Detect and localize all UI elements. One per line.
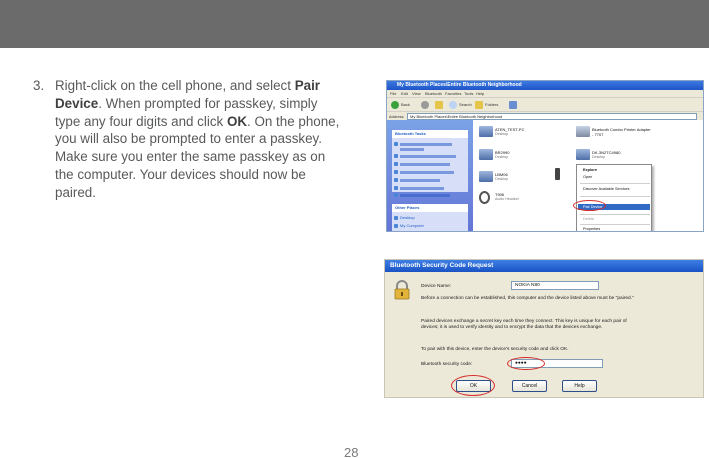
- pairing-paragraph-2: Paired devices exchange a secret key each time they connect. This key is unique for each pair of devices; it is used to verify identity and to encrypt the data that the devices exchange.: [421, 319, 627, 330]
- device-name: BR2990: [495, 150, 510, 155]
- device-type: Desktop: [495, 132, 509, 136]
- address-label: Address: [389, 114, 404, 119]
- folders-button-label[interactable]: Folders: [485, 102, 499, 107]
- step-text-part-3: . On the phone, you will also be prompted to enter a passkey. Make sure you enter the same passkey as on the computer. Your devices should now be paired.: [55, 113, 340, 200]
- ok-button[interactable]: OK: [456, 380, 491, 392]
- pair-device-highlight-ring: [573, 200, 606, 211]
- task-icon: [394, 186, 398, 190]
- other-place-desktop[interactable]: Desktop: [400, 215, 415, 220]
- task-link[interactable]: [400, 163, 450, 166]
- computer-icon: [576, 149, 590, 160]
- device-type: Desktop: [495, 177, 509, 181]
- code-highlight-ring: [507, 357, 545, 370]
- pairing-paragraph-1: Before a connection can be established, this computer and the device listed above must be "paired.": [421, 296, 634, 301]
- page-number: 28: [344, 445, 359, 458]
- menu-tools[interactable]: Tools: [464, 91, 474, 96]
- device-type: Desktop: [592, 155, 606, 159]
- device-name-label: Device Name:: [421, 284, 452, 289]
- headset-icon: [479, 191, 490, 204]
- menu-divider: [580, 196, 650, 197]
- task-link[interactable]: [400, 171, 454, 174]
- task-link[interactable]: [400, 155, 456, 158]
- menu-bluetooth[interactable]: Bluetooth: [425, 91, 442, 96]
- step-number: 3.: [33, 78, 45, 93]
- explorer-screenshot: [386, 80, 704, 232]
- task-icon: [394, 178, 398, 182]
- menu-edit[interactable]: Edit: [401, 91, 408, 96]
- address-field[interactable]: My Bluetooth Places\Entire Bluetooth Neighborhood: [407, 113, 697, 120]
- menu-file[interactable]: File: [390, 91, 397, 96]
- menu-favorites[interactable]: Favorites: [445, 91, 462, 96]
- context-discover-services[interactable]: Discover Available Services: [583, 187, 630, 191]
- device-type: Audio Headset: [495, 197, 519, 201]
- menu-help[interactable]: Help: [476, 91, 485, 96]
- context-delete[interactable]: Delete: [583, 217, 594, 221]
- computer-icon: [479, 126, 493, 137]
- device-name: LBM06: [495, 172, 508, 177]
- step-text-part-1: Right-click on the cell phone, and select: [55, 78, 295, 93]
- search-icon[interactable]: [449, 101, 457, 109]
- explorer-toolbar: [387, 97, 704, 111]
- task-link[interactable]: [400, 179, 440, 182]
- up-folder-icon[interactable]: [435, 101, 443, 109]
- back-arrow-icon[interactable]: [391, 101, 399, 109]
- explorer-title: My Bluetooth Places\Entire Bluetooth Neighborhood: [397, 82, 522, 88]
- ok-highlight-ring: [451, 375, 495, 396]
- task-icon: [394, 162, 398, 166]
- step-text-part-2: . When prompted for passkey, simply type any four digits and click: [55, 95, 318, 129]
- dialog-title: Bluetooth Security Code Request: [390, 262, 494, 269]
- printer-icon: [576, 126, 590, 137]
- device-name: ATEN_TEST-PC: [495, 127, 525, 132]
- device-type: Desktop: [495, 155, 509, 159]
- step-text: [55, 77, 345, 202]
- bluetooth-tasks-box: [392, 130, 468, 192]
- task-link[interactable]: [400, 148, 424, 151]
- help-button[interactable]: Help: [562, 380, 597, 392]
- security-code-label: Bluetooth security code:: [421, 362, 473, 367]
- menu-view[interactable]: View: [412, 91, 421, 96]
- context-open[interactable]: Open: [583, 175, 593, 179]
- task-icon: [394, 142, 398, 146]
- explorer-title-bar: [387, 81, 704, 90]
- task-icon: [394, 193, 398, 197]
- other-places-box: [392, 204, 468, 232]
- device-name: DK-3N2TC4980: [592, 150, 621, 155]
- my-computer-icon: [394, 224, 398, 228]
- views-icon[interactable]: [509, 101, 517, 109]
- other-places-title: Other Places: [395, 205, 420, 210]
- menu-divider: [580, 214, 650, 215]
- computer-icon: [479, 171, 493, 182]
- pair-device-term: Pair Device: [55, 78, 320, 111]
- context-pair-device[interactable]: Pair Device: [583, 205, 603, 209]
- context-properties[interactable]: Properties: [583, 227, 601, 231]
- dialog-title-bar: [385, 260, 704, 272]
- desktop-icon: [394, 216, 398, 220]
- device-name: Bluetooth Combo Printer Adapter - 7707: [592, 127, 651, 137]
- back-button-label[interactable]: Back: [401, 102, 410, 107]
- context-menu: [576, 164, 652, 232]
- computer-icon: [479, 149, 493, 160]
- menu-divider: [580, 224, 650, 225]
- explorer-menu-bar: [387, 90, 704, 97]
- task-icon: [394, 170, 398, 174]
- security-dialog-screenshot: [384, 259, 704, 398]
- task-icon: [394, 154, 398, 158]
- lock-icon: [393, 280, 411, 300]
- security-code-input[interactable]: ●●●●: [511, 359, 603, 368]
- task-link[interactable]: [400, 187, 444, 190]
- menu-divider: [580, 183, 650, 184]
- bluetooth-tasks-title: Bluetooth Tasks: [395, 131, 426, 136]
- task-link[interactable]: [400, 143, 452, 146]
- pairing-paragraph-3: To pair with this device, enter the device's security code and click OK.: [421, 347, 569, 352]
- device-name-field: NOKIA N80: [511, 281, 599, 290]
- search-button-label[interactable]: Search: [459, 102, 472, 107]
- task-link[interactable]: [400, 194, 450, 197]
- header-band: [0, 0, 709, 48]
- address-bar: [387, 111, 704, 120]
- other-place-my-computer[interactable]: My Computer: [400, 223, 425, 228]
- forward-arrow-icon[interactable]: [421, 101, 429, 109]
- device-name: T906: [495, 192, 505, 197]
- folders-icon[interactable]: [475, 101, 483, 109]
- task-pane: [387, 120, 473, 232]
- cell-phone-icon: [555, 168, 560, 180]
- context-explore[interactable]: Explore: [583, 168, 597, 172]
- ok-term: OK: [226, 113, 248, 129]
- cancel-button[interactable]: Cancel: [512, 380, 547, 392]
